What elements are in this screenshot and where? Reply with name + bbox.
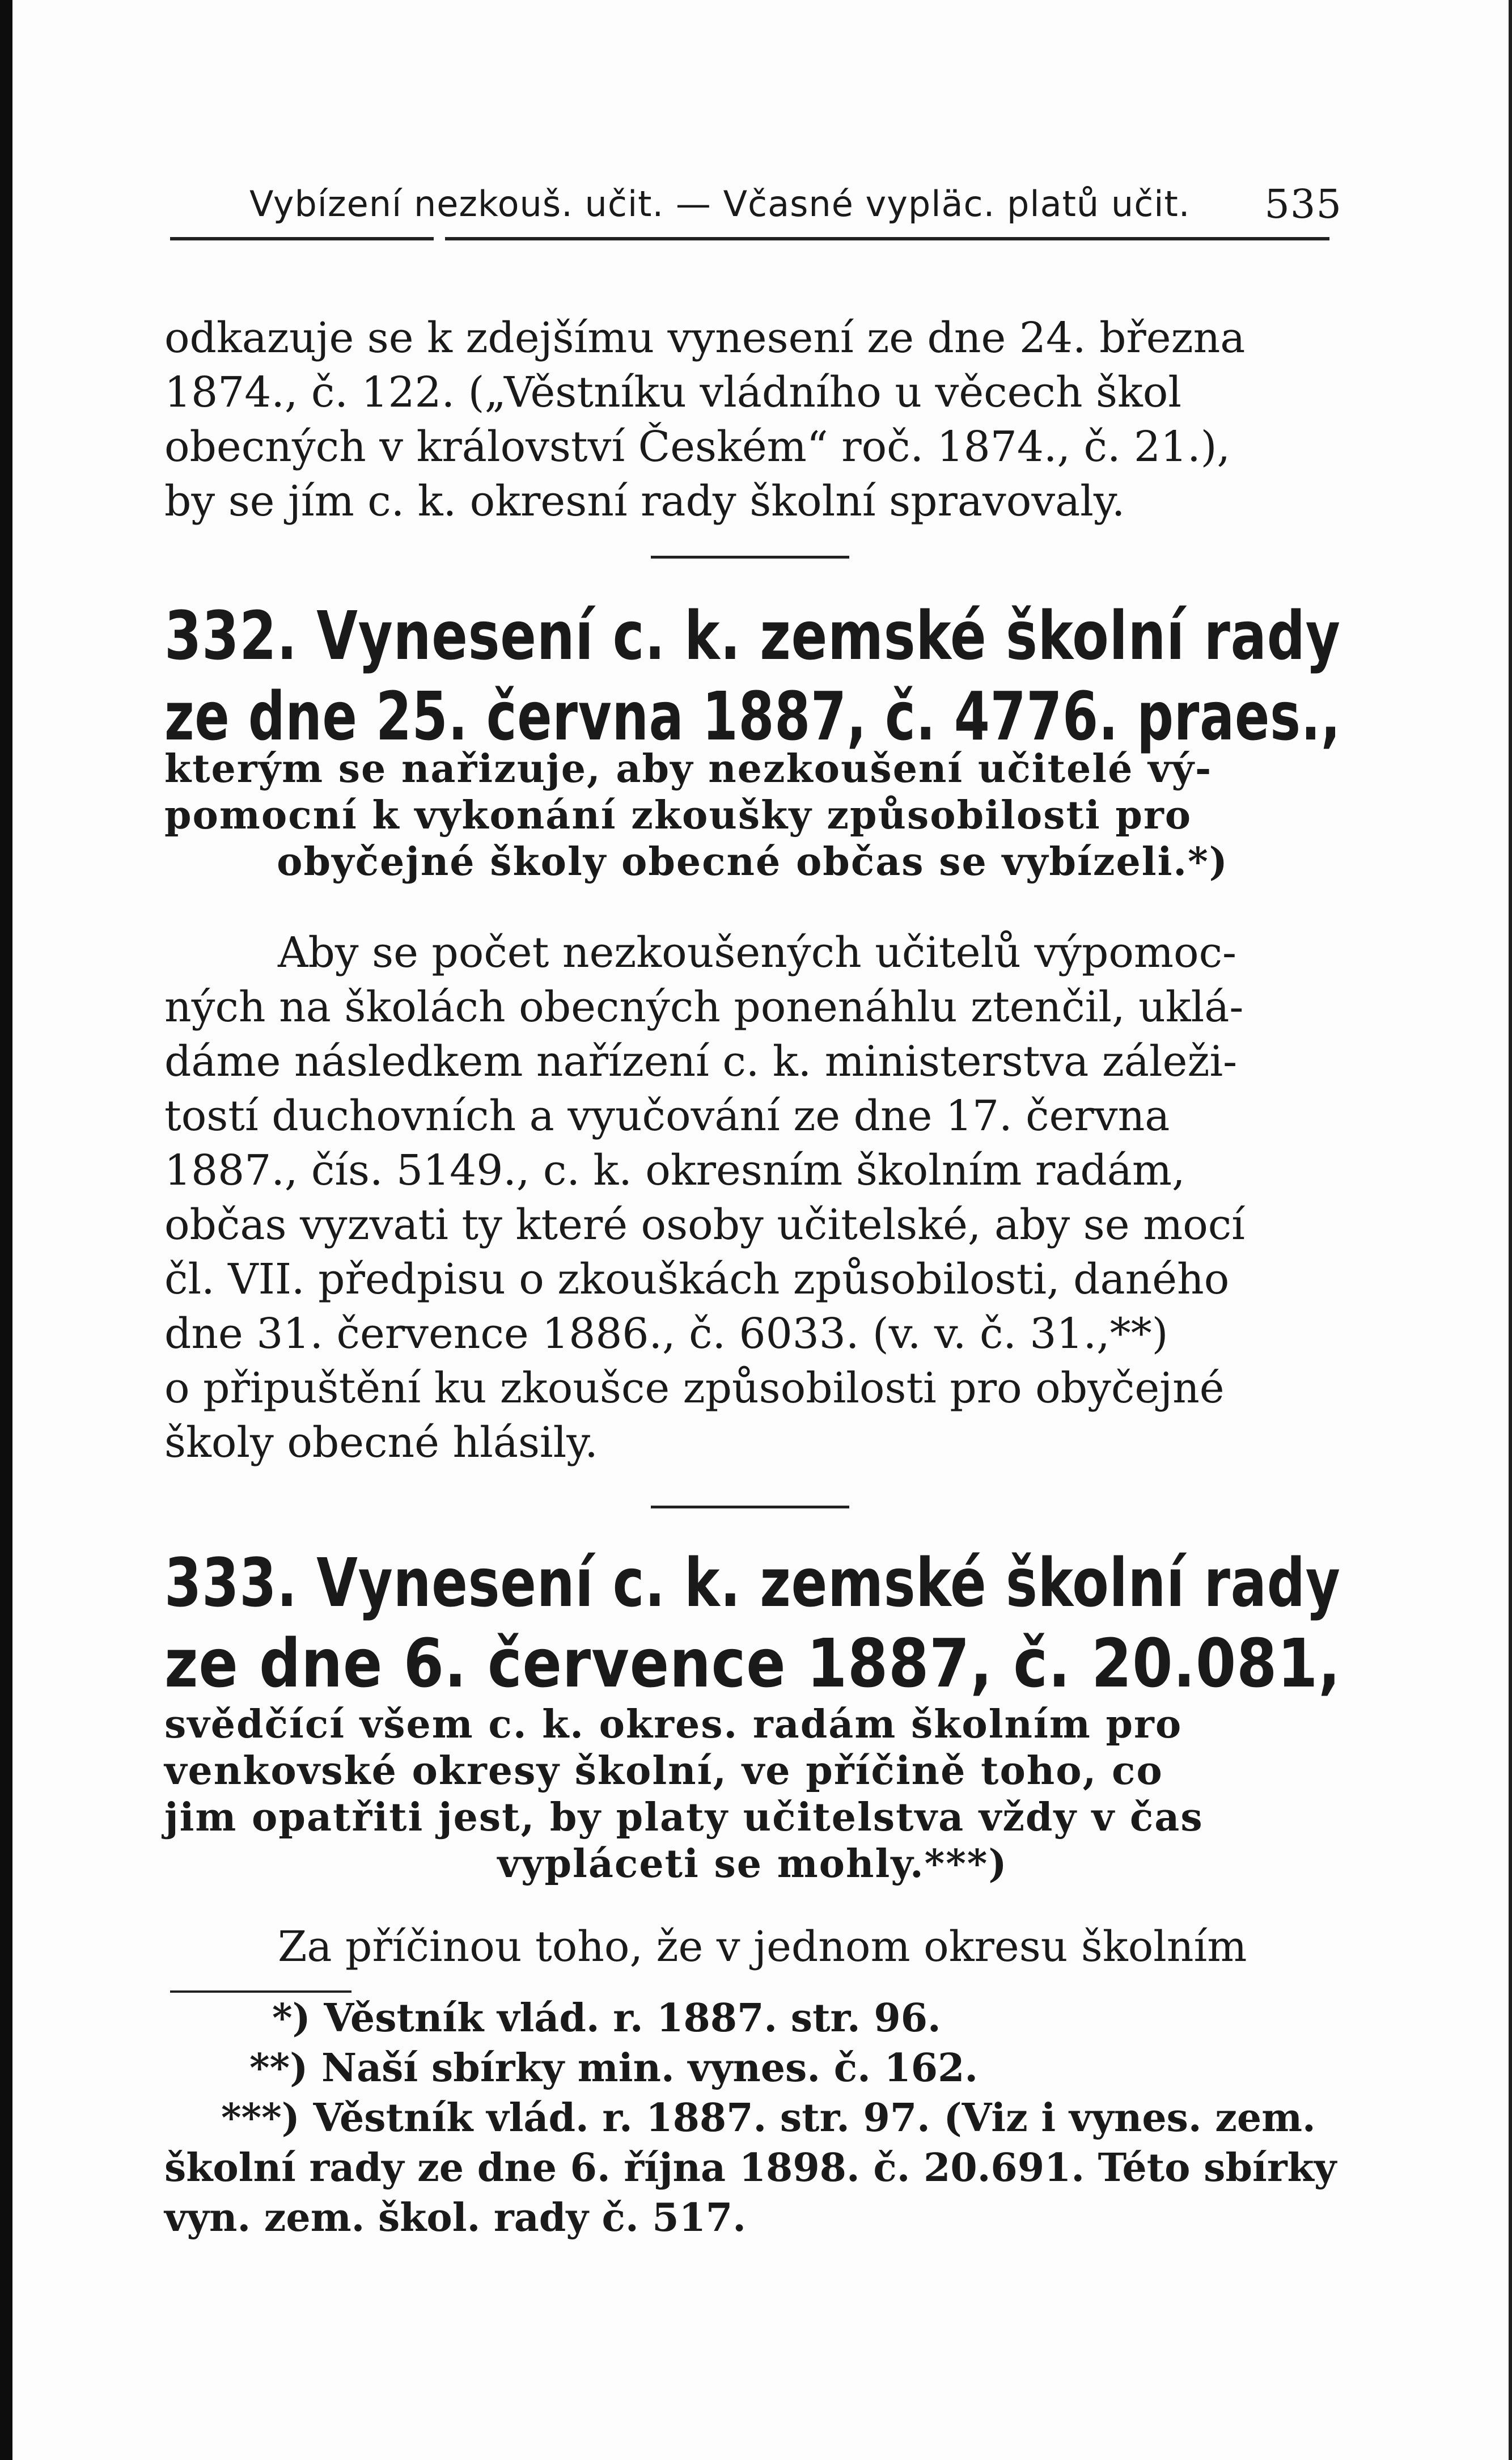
footnote-1: *) Věstník vlád. r. 1887. str. 96. [272, 1996, 941, 2041]
running-head-rule [170, 237, 1329, 240]
section-332-subtitle [164, 746, 1341, 885]
text-line: 1887., čís. 5149., c. k. okresním školním radám, [164, 1146, 1185, 1195]
footnote-3-line: ***) Věstník vlád. r. 1887. str. 97. (Viz i vynes. zem. [221, 2095, 1316, 2141]
text-line: občas vyzvati ty které osoby učitelské, aby se mocí [164, 1201, 1245, 1249]
subtitle-line: vypláceti se mohly.***) [497, 1841, 1008, 1887]
heading-line: 332. Vynesení c. k. zemské školní rady [164, 597, 1341, 675]
intro-paragraph [164, 311, 1341, 529]
text-line: obecných v království Českém“ roč. 1874., č. 21.), [164, 422, 1231, 471]
text-line: o připuštění ku zkoušce způsobilosti pro obyčejné [164, 1364, 1225, 1413]
subtitle-line: jim opatřiti jest, by platy učitelstva vždy v čas [164, 1795, 1204, 1840]
heading-line: ze dne 25. června 1887, č. 4776. praes., [164, 677, 1341, 755]
subtitle-line: svědčící všem c. k. okres. radám školním pro [164, 1702, 1183, 1747]
footnote-3-line: vyn. zem. škol. rady č. 517. [164, 2195, 746, 2241]
text-line: tostí duchovních a vyučování ze dne 17. června [164, 1092, 1170, 1140]
subtitle-line: pomocní k vykonání zkoušky způsobilosti pro [164, 793, 1192, 838]
running-head-title: Vybízení nezkouš. učit. — Včasné vypläc. platů učit. [249, 183, 1191, 225]
section-separator [651, 556, 849, 559]
section-332-body [164, 925, 1341, 1470]
text-line: školy obecné hlásily. [164, 1418, 598, 1467]
heading-line: ze dne 6. července 1887, č. 20.081, [164, 1624, 1341, 1702]
section-333-body [164, 1920, 1341, 1974]
text-line: 1874., č. 122. („Věstníku vládního u věcech škol [164, 368, 1182, 417]
subtitle-line: kterým se nařizuje, aby nezkoušení učitelé vý- [164, 746, 1213, 792]
text-line: čl. VII. předpisu o zkouškách způsobilosti, daného [164, 1255, 1230, 1304]
footnote-separator [170, 1990, 351, 1993]
section-separator [651, 1506, 849, 1508]
heading-line: 333. Vynesení c. k. zemské školní rady [164, 1544, 1341, 1622]
text-line: dáme následkem nařízení c. k. ministerstva záleži- [164, 1037, 1238, 1086]
footnote-3-line: školní rady ze dne 6. října 1898. č. 20.691. Této sbírky [164, 2145, 1337, 2191]
footnote-2: **) Naší sbírky min. vynes. č. 162. [249, 2045, 979, 2091]
page-right-edge [1509, 0, 1512, 2460]
text-line: dne 31. července 1886., č. 6033. (v. v. č. 31.,**) [164, 1309, 1168, 1358]
section-333-subtitle [164, 1701, 1341, 1887]
text-line: Za příčinou toho, že v jednom okresu školním [278, 1922, 1247, 1971]
text-line: ných na školách obecných ponenáhlu ztenčil, uklá- [164, 983, 1244, 1032]
text-line: Aby se počet nezkoušených učitelů výpomoc- [278, 928, 1237, 977]
text-line: by se jím c. k. okresní rady školní spravovaly. [164, 477, 1125, 526]
page-number: 535 [1264, 181, 1342, 227]
text-line: odkazuje se k zdejšímu vynesení ze dne 24. března [164, 314, 1246, 362]
section-333-heading [164, 1542, 1341, 1704]
subtitle-line: obyčejné školy obecné občas se vybízeli.*) [277, 839, 1229, 885]
subtitle-line: venkovské okresy školní, ve příčině toho, co [164, 1748, 1163, 1794]
running-head [170, 170, 1342, 238]
section-332-heading [164, 595, 1341, 756]
footnotes [164, 1993, 1341, 2243]
page-left-edge [0, 0, 12, 2460]
